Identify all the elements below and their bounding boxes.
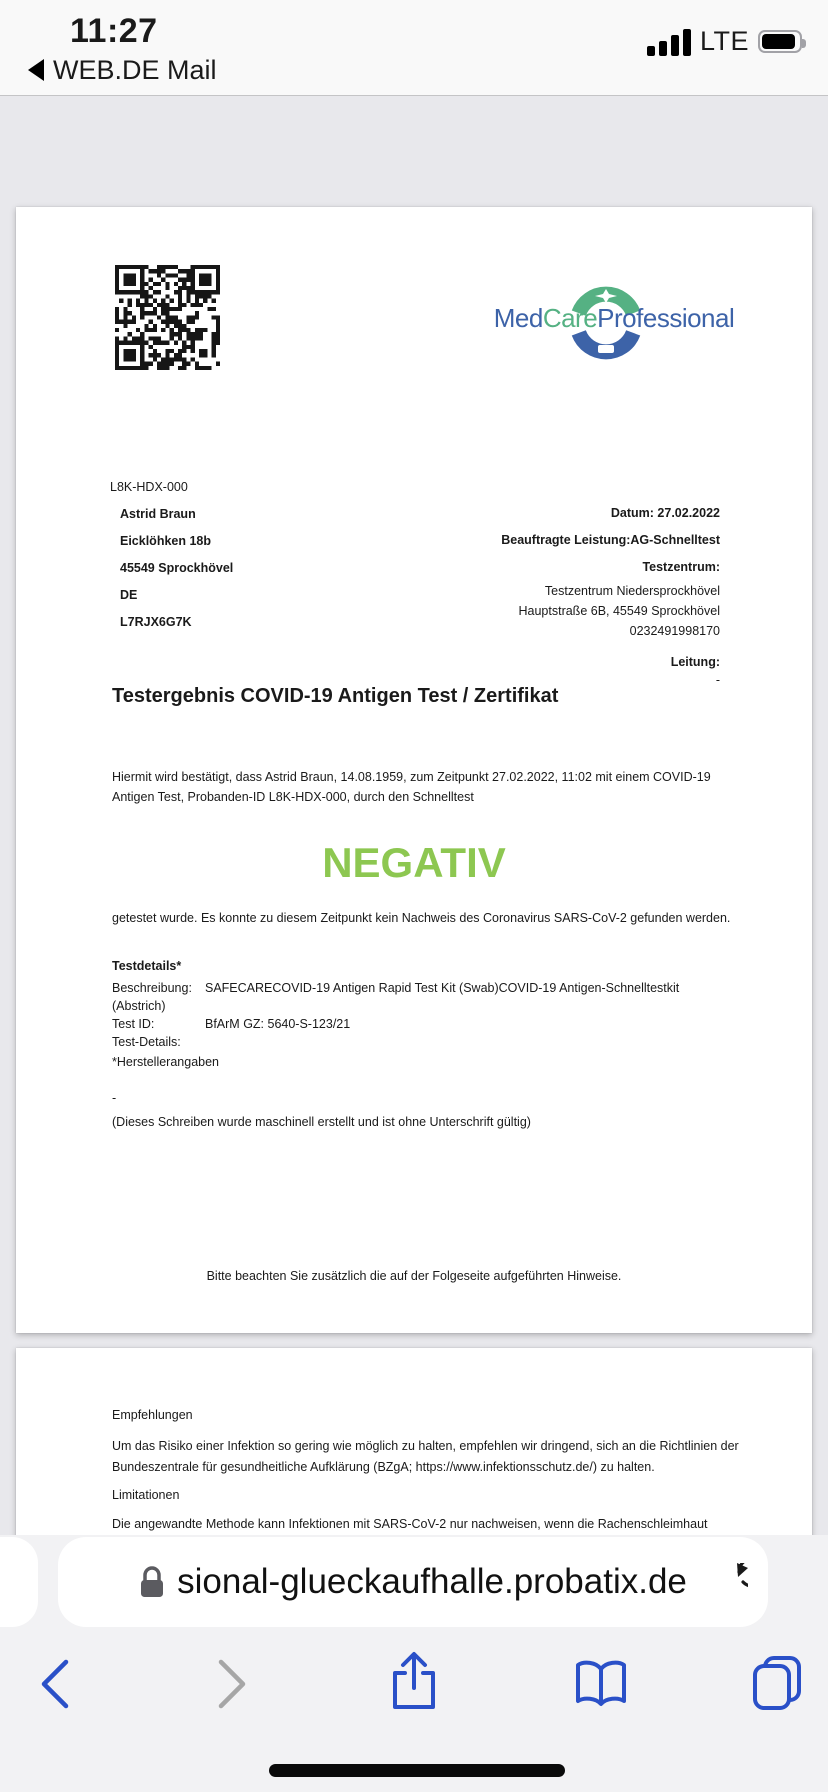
confirmation-paragraph xyxy=(112,767,752,807)
test-details-value xyxy=(205,1033,732,1051)
certificate-code: L7RJX6G7K xyxy=(120,615,192,629)
manufacturer-note: *Herstellerangaben xyxy=(112,1055,220,1069)
next-page-note: Bitte beachten Sie zusätzlich die auf der Folgeseite aufgeführten Hinweise. xyxy=(206,1269,622,1283)
meta-date: Datum: 27.02.2022 xyxy=(610,506,720,520)
recipient-street: Eicklöhken 18b xyxy=(120,534,212,548)
meta-center-label: Testzentrum: xyxy=(642,560,720,574)
tabs-button[interactable] xyxy=(749,1654,805,1710)
test-details-label: Test-Details: xyxy=(112,1035,181,1049)
logo-care: Care xyxy=(542,303,598,333)
battery-icon xyxy=(758,30,802,53)
document-title: Testergebnis COVID-19 Antigen Test / Zertifikat xyxy=(112,685,559,707)
beschreibung-value: SAFECARECOVID-19 Antigen Rapid Test Kit (Swab)COVID-19 Antigen-Schnelltestkit xyxy=(205,981,680,995)
url-text: sional-glueckaufhalle.probatix.de xyxy=(177,1562,687,1601)
share-button[interactable] xyxy=(388,1648,440,1712)
confirmation-line-1: Hiermit wird bestätigt, dass Astrid Braun, 14.08.1959, zum Zeitpunkt 27.02.2022, 11:02 mit einem COVID-19 xyxy=(112,770,711,784)
lock-icon xyxy=(139,1565,165,1599)
signal-strength-icon xyxy=(647,27,691,57)
result-explanation: getestet wurde. Es konnte zu diesem Zeitpunkt kein Nachweis des Coronavirus SARS-CoV-2 gefunden werden. xyxy=(112,911,731,925)
url-bar[interactable] xyxy=(58,1537,768,1627)
empfehlungen-line-2: Bundeszentrale für gesundheitliche Aufklärung (BZgA; https://www.infektionsschutz.de/) zu halten. xyxy=(112,1460,655,1474)
meta-leitung-value: - xyxy=(715,673,720,687)
home-indicator[interactable] xyxy=(269,1764,565,1777)
meta-center-address: Hauptstraße 6B, 45549 Sprockhövel xyxy=(518,604,720,618)
meta-center-name: Testzentrum Niedersprockhövel xyxy=(544,584,720,598)
test-result: NEGATIV xyxy=(322,839,506,886)
beschreibung-label: Beschreibung: xyxy=(112,981,192,995)
confirmation-line-2: Antigen Test, Probanden-ID L8K-HDX-000, durch den Schnelltest xyxy=(112,790,474,804)
empfehlungen-paragraph xyxy=(112,1436,757,1478)
test-id-value: BfArM GZ: 5640-S-123/21 xyxy=(205,1017,351,1031)
bookmarks-button[interactable] xyxy=(571,1658,631,1710)
medcare-logo xyxy=(464,247,764,362)
recipient-block xyxy=(110,474,233,636)
logo-professional: Professional xyxy=(597,303,735,333)
limitationen-heading: Limitationen xyxy=(112,1488,180,1502)
meta-center-phone: 0232491998170 xyxy=(629,624,720,638)
back-to-app-button[interactable] xyxy=(28,52,217,88)
network-type-label: LTE xyxy=(699,26,749,56)
test-id-label: Test ID: xyxy=(112,1017,155,1031)
forward-button[interactable] xyxy=(212,1656,252,1712)
status-bar xyxy=(0,0,828,96)
safari-bottom-bar xyxy=(0,1535,828,1792)
limitationen-paragraph: Die angewandte Methode kann Infektionen mit SARS-CoV-2 nur nachweisen, wenn die Rachenschleimhaut xyxy=(112,1517,708,1531)
medcare-logo-text xyxy=(464,303,764,334)
meta-leitung-label: Leitung: xyxy=(670,655,720,669)
clock: 11:27 xyxy=(70,12,158,50)
logo-med: Med xyxy=(493,303,543,333)
dash-placeholder: - xyxy=(112,1091,117,1105)
back-button[interactable] xyxy=(35,1656,75,1712)
recipient-city: 45549 Sprockhövel xyxy=(120,561,234,575)
back-to-app-icon xyxy=(28,59,44,81)
machine-generated-note: (Dieses Schreiben wurde maschinell erstellt und ist ohne Unterschrift gültig) xyxy=(112,1115,531,1129)
previous-tab-peek[interactable] xyxy=(0,1537,38,1627)
meta-service: Beauftragte Leistung:AG-Schnelltest xyxy=(501,533,720,547)
empfehlungen-heading: Empfehlungen xyxy=(112,1408,193,1422)
back-to-app-label: WEB.DE Mail xyxy=(53,54,217,85)
testdetails-heading: Testdetails* xyxy=(112,959,182,973)
reload-button[interactable] xyxy=(710,1563,748,1601)
beschreibung-wrap: (Abstrich) xyxy=(112,999,166,1013)
empfehlungen-line-1: Um das Risiko einer Infektion so gering wie möglich zu halten, empfehlen wir dringend, sich an die Richtlinien der xyxy=(112,1439,739,1453)
qr-code xyxy=(115,265,220,370)
document-page-1 xyxy=(16,207,812,1333)
test-meta-block xyxy=(501,500,720,689)
proband-id: L8K-HDX-000 xyxy=(110,480,188,494)
status-indicators xyxy=(647,26,802,57)
recipient-country: DE xyxy=(120,588,138,602)
recipient-name: Astrid Braun xyxy=(120,507,196,521)
testdetails-table xyxy=(112,979,732,1051)
